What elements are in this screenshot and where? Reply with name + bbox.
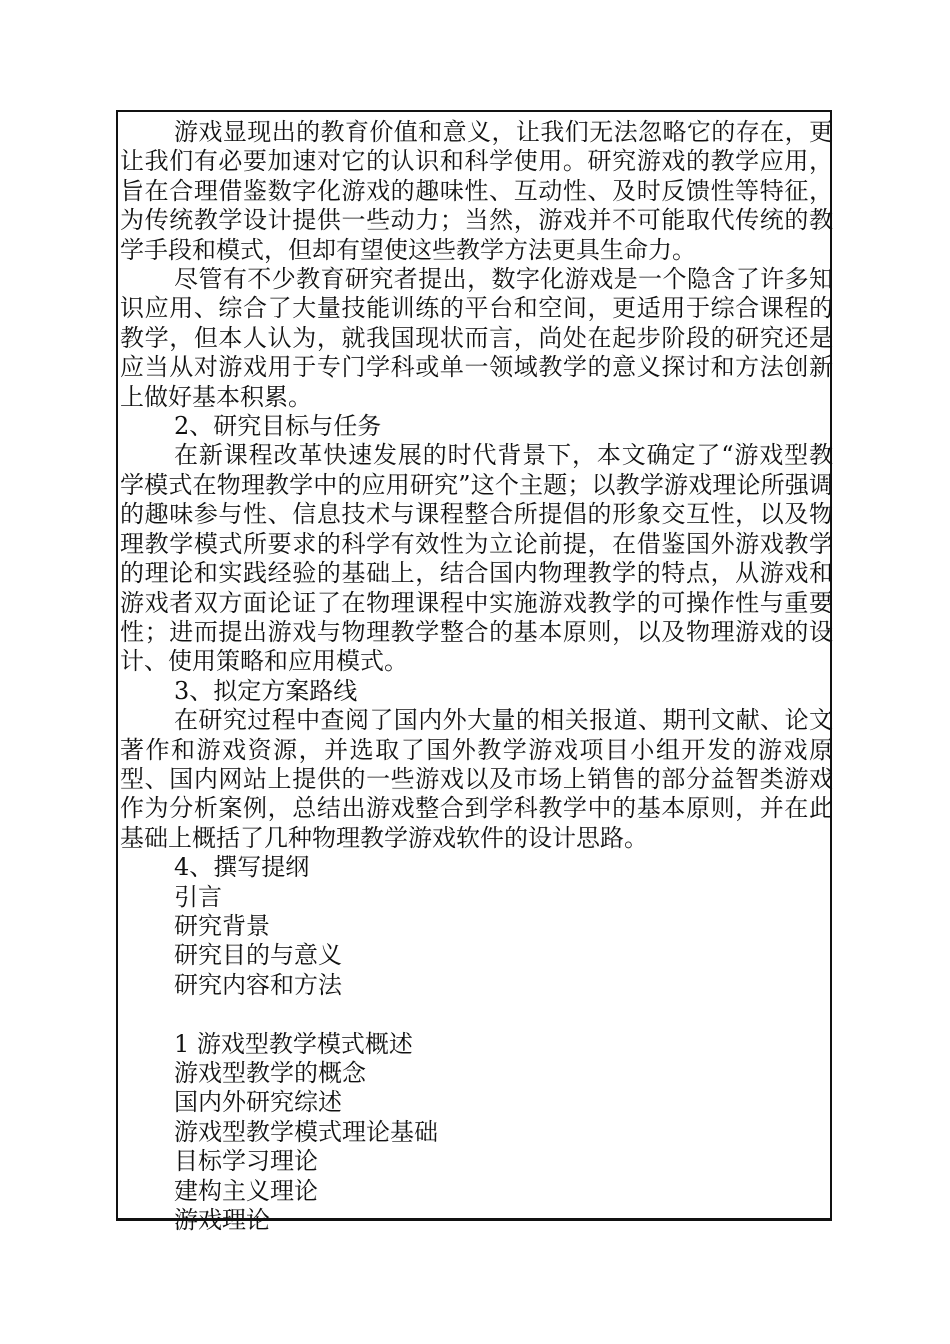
outline-item: 国内外研究综述: [174, 1088, 342, 1117]
outline-item: 研究目的与意义: [174, 941, 342, 970]
outline-item: 建构主义理论: [174, 1176, 318, 1205]
outline-item: 目标学习理论: [174, 1147, 318, 1176]
document-body: [118, 118, 833, 1235]
blank-line: [120, 1000, 833, 1029]
paragraph-goals: 在新课程改革快速发展的时代背景下，本文确定了“游戏型教学模式在物理教学中的应用研究”这个主题；以教学游戏理论所强调的趣味参与性、信息技术与课程整合所提倡的形象交互性，以及物理教学模式所要求的科学有效性为立论前提，在借鉴国外游戏教学的理论和实践经验的基础上，结合国内物理教学的特点，从游戏和游戏者双方面论证了在物理课程中实施游戏教学的可操作性与重要性；进而提出游戏与物理教学整合的基本原则，以及物理游戏的设计、使用策略和应用模式。: [120, 441, 833, 676]
paragraph-plan: 在研究过程中查阅了国内外大量的相关报道、期刊文献、论文著作和游戏资源，并选取了国外教学游戏项目小组开发的游戏原型、国内网站上提供的一些游戏以及市场上销售的部分益智类游戏作为分析案例，总结出游戏整合到学科教学中的基本原则，并在此基础上概括了几种物理教学游戏软件的设计思路。: [120, 706, 833, 852]
document-frame: [116, 110, 833, 1235]
paragraph-intro-2: 尽管有不少教育研究者提出，数字化游戏是一个隐含了许多知识应用、综合了大量技能训练的平台和空间，更适用于综合课程的教学，但本人认为，就我国现状而言，尚处在起步阶段的研究还是应当从对游戏用于专门学科或单一领域教学的意义探讨和方法创新上做好基本积累。: [120, 265, 833, 411]
outline-chapter-title: 1 游戏型教学模式概述: [174, 1029, 413, 1058]
section-heading-outline: 4、撰写提纲: [174, 853, 310, 882]
section-heading-goals: 2、研究目标与任务: [174, 412, 382, 441]
outline-item: 游戏型教学的概念: [174, 1058, 366, 1087]
outline-item: 游戏理论: [174, 1206, 270, 1235]
outline-item: 研究内容和方法: [174, 970, 342, 999]
paragraph-intro-1: 游戏显现出的教育价值和意义，让我们无法忽略它的存在，更让我们有必要加速对它的认识和科学使用。研究游戏的教学应用，旨在合理借鉴数字化游戏的趣味性、互动性、及时反馈性等特征，为传统教学设计提供一些动力；当然，游戏并不可能取代传统的教学手段和模式，但却有望使这些教学方法更具生命力。: [120, 118, 833, 264]
section-heading-plan: 3、拟定方案路线: [174, 676, 358, 705]
outline-item: 研究背景: [174, 911, 270, 940]
outline-item: 游戏型教学模式理论基础: [174, 1117, 438, 1146]
outline-item: 引言: [174, 882, 222, 911]
